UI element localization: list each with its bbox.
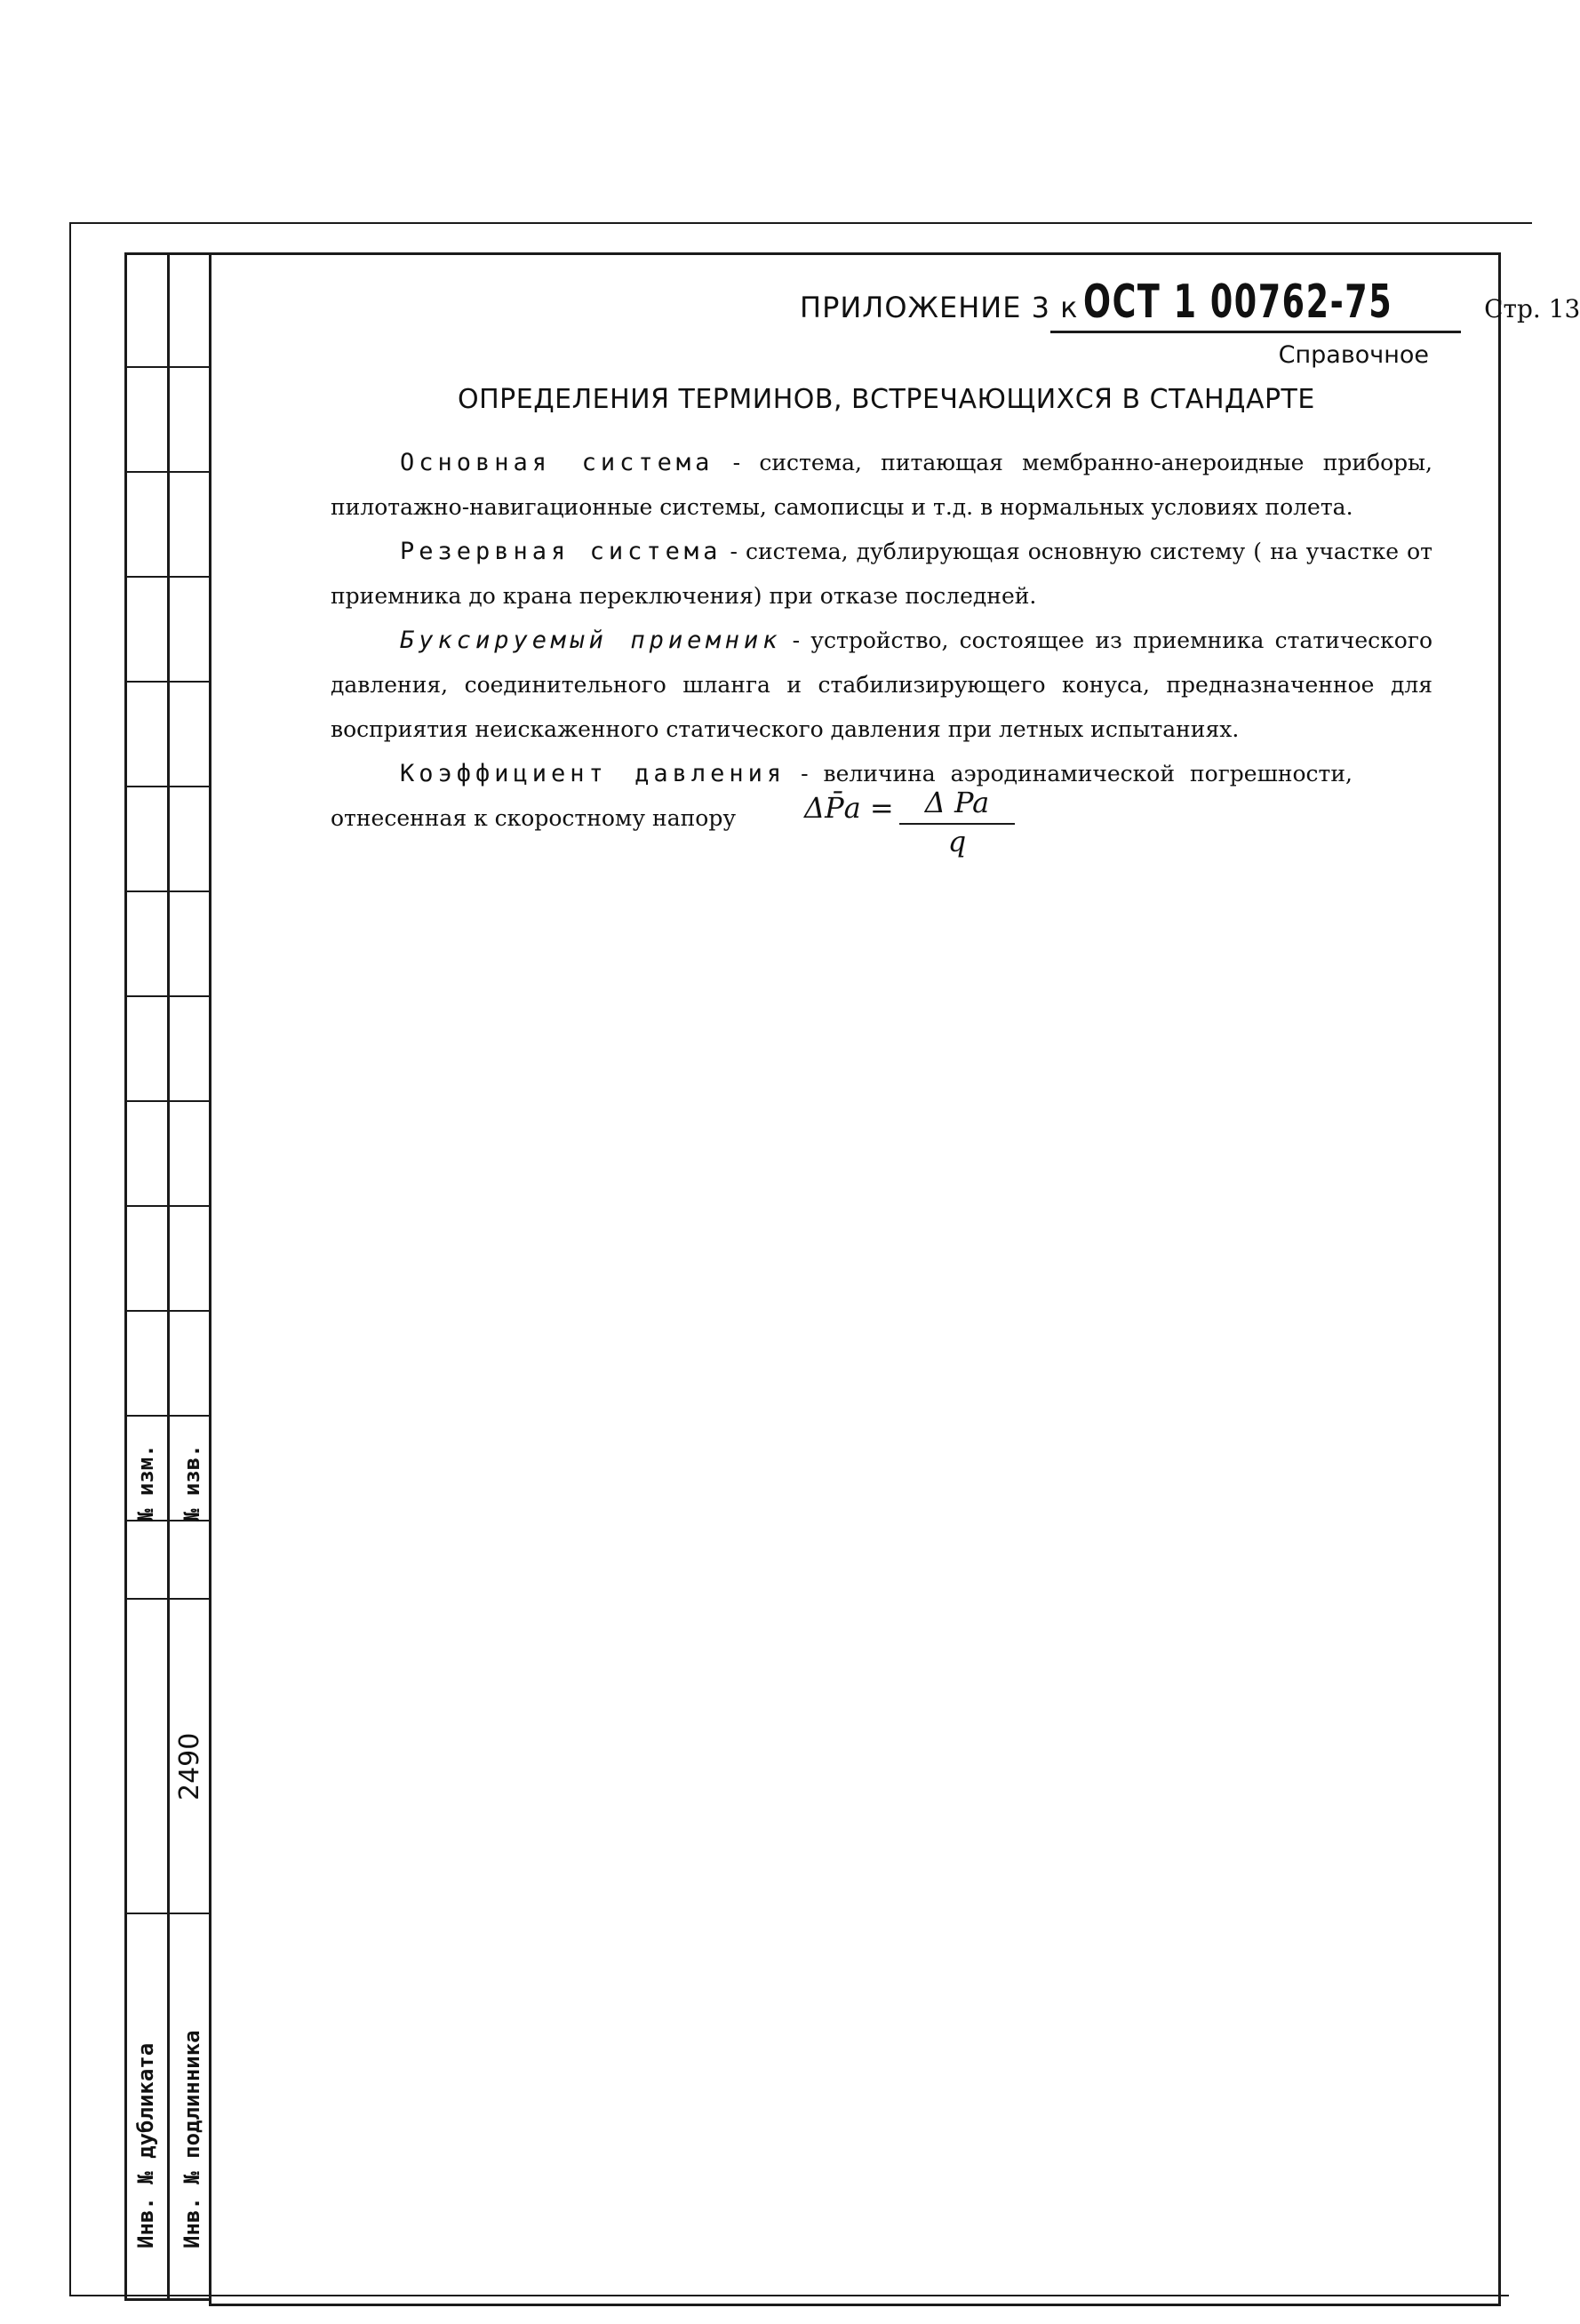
reference-type: Справочное — [1278, 341, 1429, 369]
stamp-column-line-1 — [124, 252, 127, 2301]
formula-numerator: Δ Pa — [924, 786, 990, 819]
stamp-row — [124, 1310, 210, 1312]
stamp-row — [124, 1205, 210, 1207]
definition-text: - устройство, состоящее из приемника статического давления, соединительного шланга и стабилизирующего конуса, предназначенное для восприятия неискаженного статического давления при летных испытаниях. — [331, 627, 1432, 742]
stamp-label-izv: № изв. — [180, 1444, 204, 1521]
formula-lhs: ΔP̄a = — [804, 791, 894, 825]
stamp-row — [124, 1913, 210, 1914]
stamp-bottom-line — [124, 2298, 211, 2301]
left-edge-line — [69, 222, 71, 2295]
stamp-row — [124, 366, 210, 368]
stamp-row — [124, 471, 210, 473]
stamp-row — [124, 786, 210, 787]
header-row — [800, 276, 1580, 329]
top-edge-line — [69, 222, 1532, 224]
stamp-top-line — [124, 252, 211, 255]
definition-term: Резервная система — [400, 538, 722, 565]
stamp-row — [124, 1100, 210, 1102]
stamp-row — [124, 681, 210, 683]
definition-paragraph — [331, 619, 1432, 752]
stamp-label-dubl: Инв. № дубликата — [133, 2042, 158, 2248]
stamp-row — [124, 576, 210, 578]
definition-text: - величина аэродинамической погрешности, отнесенная к скоростному напору — [331, 761, 1353, 831]
stamp-row — [124, 1415, 210, 1417]
standard-number: ОСТ 1 00762-75 — [1082, 276, 1392, 329]
stamp-column-line-2 — [167, 252, 170, 2301]
appendix-label: ПРИЛОЖЕНИЕ 3 к — [800, 291, 1079, 324]
definition-paragraph — [331, 530, 1432, 619]
formula-denominator: q — [947, 825, 967, 859]
stamp-value-podl: 2490 — [174, 1732, 205, 1801]
stamp-row — [124, 1598, 210, 1600]
definition-term: Основная система — [400, 449, 714, 476]
stamp-label-podl: Инв. № подлинника — [180, 2030, 204, 2248]
definition-text: - система, дублирующая основную систему ( на участке от приемника до крана переключения) при отказе последней. — [331, 539, 1432, 609]
page-label: Стр. 13 — [1484, 294, 1580, 323]
stamp-row — [124, 995, 210, 997]
page-title: ОПРЕДЕЛЕНИЯ ТЕРМИНОВ, ВСТРЕЧАЮЩИХСЯ В СТАНДАРТЕ — [458, 384, 1315, 415]
standard-underline — [1050, 331, 1461, 333]
definition-term: Буксируемый приемник — [400, 627, 782, 654]
definition-term: Коэффициент давления — [400, 760, 786, 787]
definition-paragraph — [331, 441, 1432, 530]
stamp-row — [124, 890, 210, 892]
definition-text: - система, питающая мембранно-анероидные приборы, пилотажно-навигационные системы, самописцы и т.д. в нормальных условиях полета. — [331, 450, 1432, 520]
stamp-label-izm: № изм. — [133, 1444, 158, 1521]
